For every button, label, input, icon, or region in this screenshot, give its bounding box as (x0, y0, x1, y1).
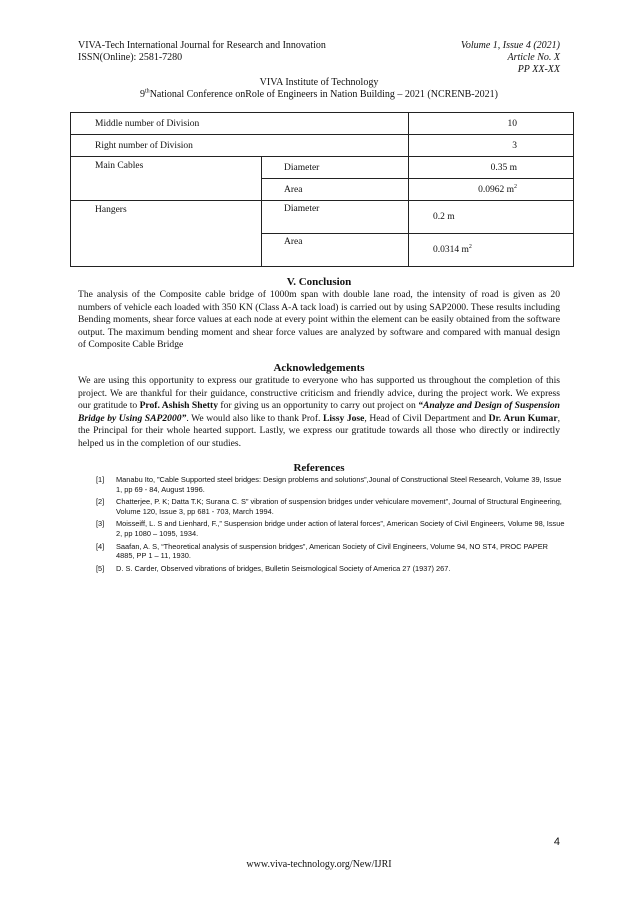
reference-item (96, 542, 566, 561)
references-heading: References (293, 462, 345, 474)
ack-name: Prof. Ashish Shetty (139, 400, 219, 412)
table-cell: Middle number of Division (71, 113, 409, 135)
ack-text-part: , Head of Civil Department and (364, 412, 489, 424)
parameters-table (70, 112, 574, 267)
page-range: PP XX-XX (517, 64, 560, 75)
reference-number: [1] (96, 475, 105, 484)
table-cell: Diameter (262, 201, 409, 234)
hangers-area-unit-exponent: 2 (468, 243, 472, 250)
reference-number: [5] (96, 563, 105, 573)
footer-url: www.viva-technology.org/New/IJRI (246, 859, 392, 870)
table-cell: Area (262, 234, 409, 267)
table-row (71, 157, 574, 179)
conclusion-heading: V. Conclusion (286, 276, 352, 288)
conference-name (0, 89, 638, 101)
ack-name: Dr. Arun Kumar (488, 412, 558, 424)
table-row (71, 135, 574, 157)
reference-item (96, 564, 566, 574)
references-list (96, 475, 566, 576)
table-row (71, 113, 574, 135)
table-cell: 0.35 m (409, 157, 574, 179)
ack-name: Lissy Jose (322, 412, 365, 424)
volume-issue: Volume 1, Issue 4 (2021) (460, 40, 560, 51)
project-title: “Analyze and Design of Suspension Bridge by Using SAP2000” (78, 400, 560, 424)
ack-text-part: , the Principal for their whole hearted support. Lastly, we express our gratitude towards all those who directly or indirectly helped us in the completion of our studies. (78, 412, 560, 449)
table-cell: Hangers (71, 201, 262, 267)
table-cell: Main Cables (71, 157, 262, 201)
reference-text: Chatterjee, P. K; Datta T.K; Surana C. S” vibration of suspension bridges under vehiculare movement”, Journal of Structural Engineering, Volume 120, Issue 3, pp 681 - 703, March 1994. (116, 497, 562, 516)
acknowledgements-text (78, 375, 560, 451)
conference-title: National Conference onRole of Engineers in Nation Building – 2021 (NCRENB-2021) (149, 89, 498, 100)
reference-number: [2] (96, 497, 105, 507)
ack-text-part: We are using this opportunity to express our gratitude to everyone who has supported us throughout the completion of this project. We are thankful for their guidance, constructive criticism and friendly advice, during the project work. We express our gratitude to (78, 375, 560, 412)
table-cell (409, 179, 574, 201)
hangers-area-value: 0.0314 m (433, 245, 469, 255)
conference-number: 9 (140, 89, 146, 100)
table-row (71, 201, 574, 234)
table-cell: 0.2 m (409, 201, 574, 234)
reference-text: Manabu Ito, ”Cable Supported steel bridges: Design problems and solutions”,Jounal of Constructional Steel Research, Volume 39, Issue 1, pp 69 - 84, August 1996. (116, 475, 562, 494)
conference-suffix: th (145, 88, 150, 95)
reference-item (96, 475, 566, 494)
acknowledgements-heading: Acknowledgements (273, 362, 365, 374)
page-number: 4 (553, 836, 560, 848)
table-cell: 10 (409, 113, 574, 135)
reference-item (96, 497, 566, 516)
reference-text: Moisseiff, L. S and Lienhard, F.,” Suspension bridge under action of lateral forces”, American Society of Civil Engineers, Volume 98, Issue 2, pp 1080 – 1095, 1934. (116, 519, 565, 538)
table-cell: Diameter (262, 157, 409, 179)
cables-area-value: 0.0962 m (478, 184, 514, 195)
conclusion-text: The analysis of the Composite cable bridge of 1000m span with double lane road, the intensity of road is given as 20 numbers of vehicle each loaded with 350 KN (Class A-A tack load) is carried out by using SAP2000. These results including Bending moments, shear force values at each node at every point within the element can be easily obtained from the software output. The maximum bending moment and shear force values are analyzed by software and compared with manual design of Composite Cable Bridge (78, 289, 560, 351)
table-cell: 3 (409, 135, 574, 157)
reference-item (96, 519, 566, 538)
reference-number: [4] (96, 541, 105, 551)
table-cell (409, 234, 574, 267)
table-cell: Right number of Division (71, 135, 409, 157)
institute-name: VIVA Institute of Technology (259, 77, 379, 88)
ack-text-part: for giving us an opportunity to carry out project on (218, 400, 419, 412)
article-number: Article No. X (507, 52, 560, 63)
table-cell: Area (262, 179, 409, 201)
issn: ISSN(Online): 2581-7280 (78, 52, 183, 63)
ack-text-part: . We would also like to thank Prof. (186, 412, 323, 424)
reference-text: Saafan, A. S, “Theoretical analysis of suspension bridges”, American Society of Civil Engineers, Volume 94, NO ST4, PROC PAPER 4885, PP 1 – 11, 1930. (116, 541, 548, 561)
reference-text: D. S. Carder, Observed vibrations of bridges, Bulletin Seismological Society of America 27 (1937) 267. (116, 563, 451, 573)
cables-area-unit-exponent: 2 (514, 183, 517, 190)
reference-number: [3] (96, 519, 105, 529)
journal-name: VIVA-Tech International Journal for Research and Innovation (78, 40, 326, 51)
